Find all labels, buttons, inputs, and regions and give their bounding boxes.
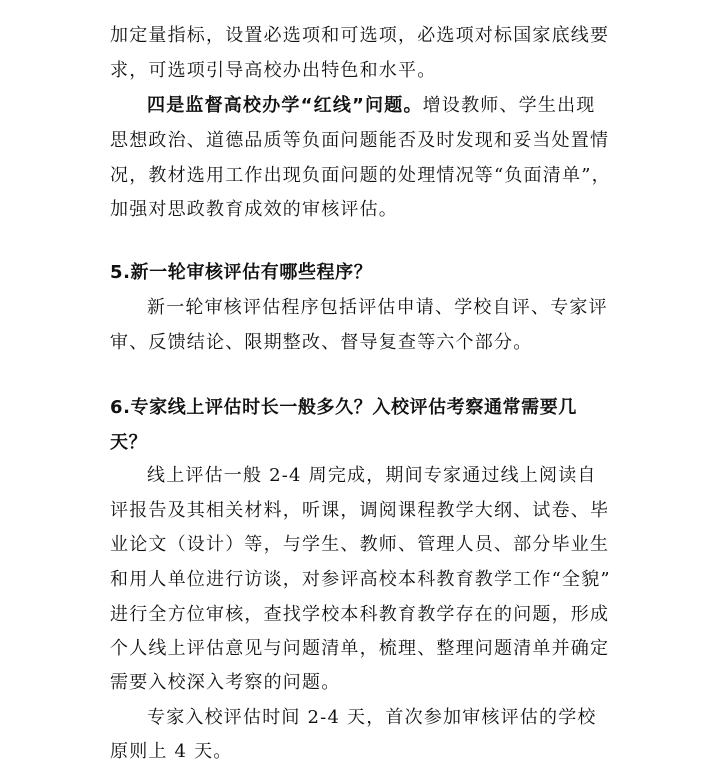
- paragraph-line: 思想政治、道德品质等负面问题能否及时发现和妥当处置情: [110, 130, 610, 151]
- question-heading-6-continued: 天？: [110, 432, 148, 453]
- question-heading-5: 5.新一轮审核评估有哪些程序？: [110, 262, 373, 283]
- paragraph-line: 个人线上评估意见与问题清单，梳理、整理问题清单并确定: [110, 638, 610, 659]
- paragraph-line: 求，可选项引导高校办出特色和水平。: [110, 60, 437, 81]
- paragraph-text: 增设教师、学生出现: [422, 95, 596, 116]
- paragraph-line: 进行全方位审核，查找学校本科教育教学存在的问题，形成: [110, 604, 610, 625]
- paragraph-line: 审、反馈结论、限期整改、督导复查等六个部分。: [110, 332, 533, 353]
- paragraph-line: 需要入校深入考察的问题。: [110, 672, 341, 693]
- paragraph-line: 业论文（设计）等，与学生、教师、管理人员、部分毕业生: [110, 534, 610, 555]
- paragraph-line: 评报告及其相关材料，听课，调阅课程教学大纲、试卷、毕: [110, 500, 610, 521]
- paragraph-line: 和用人单位进行访谈，对参评高校本科教育教学工作“全貌”: [110, 569, 611, 590]
- bold-lead-text: 四是监督高校办学“红线”问题。: [147, 95, 423, 116]
- paragraph-line: 加定量指标，设置必选项和可选项，必选项对标国家底线要: [110, 25, 610, 46]
- question-heading-6: 6.专家线上评估时长一般多久？入校评估考察通常需要几: [110, 397, 577, 418]
- paragraph-line: 加强对思政教育成效的审核评估。: [110, 199, 398, 220]
- paragraph-line: 原则上 4 天。: [110, 741, 233, 762]
- paragraph-line: 新一轮审核评估程序包括评估申请、学校自评、专家评: [147, 297, 608, 318]
- paragraph-line-with-bold-lead: [147, 94, 595, 118]
- paragraph-line: 专家入校评估时间 2-4 天，首次参加审核评估的学校: [147, 707, 597, 728]
- paragraph-line: 线上评估一般 2-4 周完成，期间专家通过线上阅读自: [147, 465, 597, 486]
- paragraph-line: 况，教材选用工作出现负面问题的处理情况等“负面清单”，: [110, 165, 611, 186]
